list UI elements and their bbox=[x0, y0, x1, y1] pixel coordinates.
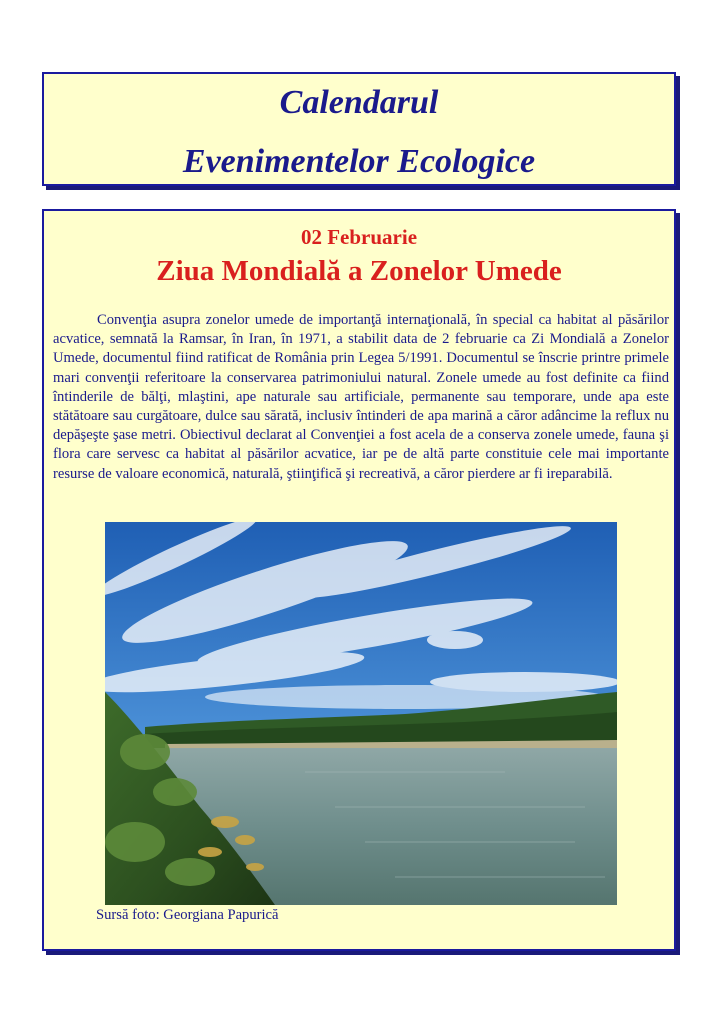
article-body: Convenţia asupra zonelor umede de importanţă internaţională, în special ca habitat al păsărilor acvatice, semnată la Ramsar, în Iran, în 1971, a stabilit data de 2 februarie ca Zi Mondială a Zonelor Umede, documentul fiind ratificat de România prin Legea 5/1991. Documentul se înscrie printre primele mari convenţii referitoare la conservarea patrimoniului natural. Zonele umede au fost definite ca fiind întinderile de bălţi, mlaştini, ape naturale sau artificiale, permanente sau temporare, unde apa este stătătoare sau curgătoare, dulce sau sărată, inclusiv întinderi de apa marină a căror adâncime la reflux nu depăşeşte şase metri. Obiectivul declarat al Convenţiei a fost acela de a conserva zonele umede, fauna şi flora care servesc ca habitat al păsărilor acvatice, iar pe de altă parte constituie cele mai importante resurse de valoare economică, naturală, ştiinţifică şi recreativă, a căror pierdere ar fi ireparabilă. bbox=[53, 312, 669, 482]
article-date: 02 Februarie bbox=[300, 225, 418, 249]
article-box bbox=[42, 209, 676, 951]
photo-caption: Sursă foto: Georgiana Papurică bbox=[96, 907, 279, 923]
river-landscape-illustration bbox=[105, 522, 617, 905]
article-headline: Ziua Mondială a Zonelor Umede bbox=[156, 255, 562, 287]
river-landscape-photo bbox=[105, 522, 617, 905]
page-title-line-1: Calendarul bbox=[279, 84, 439, 121]
page-title-line-2: Evenimentelor Ecologice bbox=[182, 143, 536, 180]
title-box bbox=[42, 72, 676, 186]
